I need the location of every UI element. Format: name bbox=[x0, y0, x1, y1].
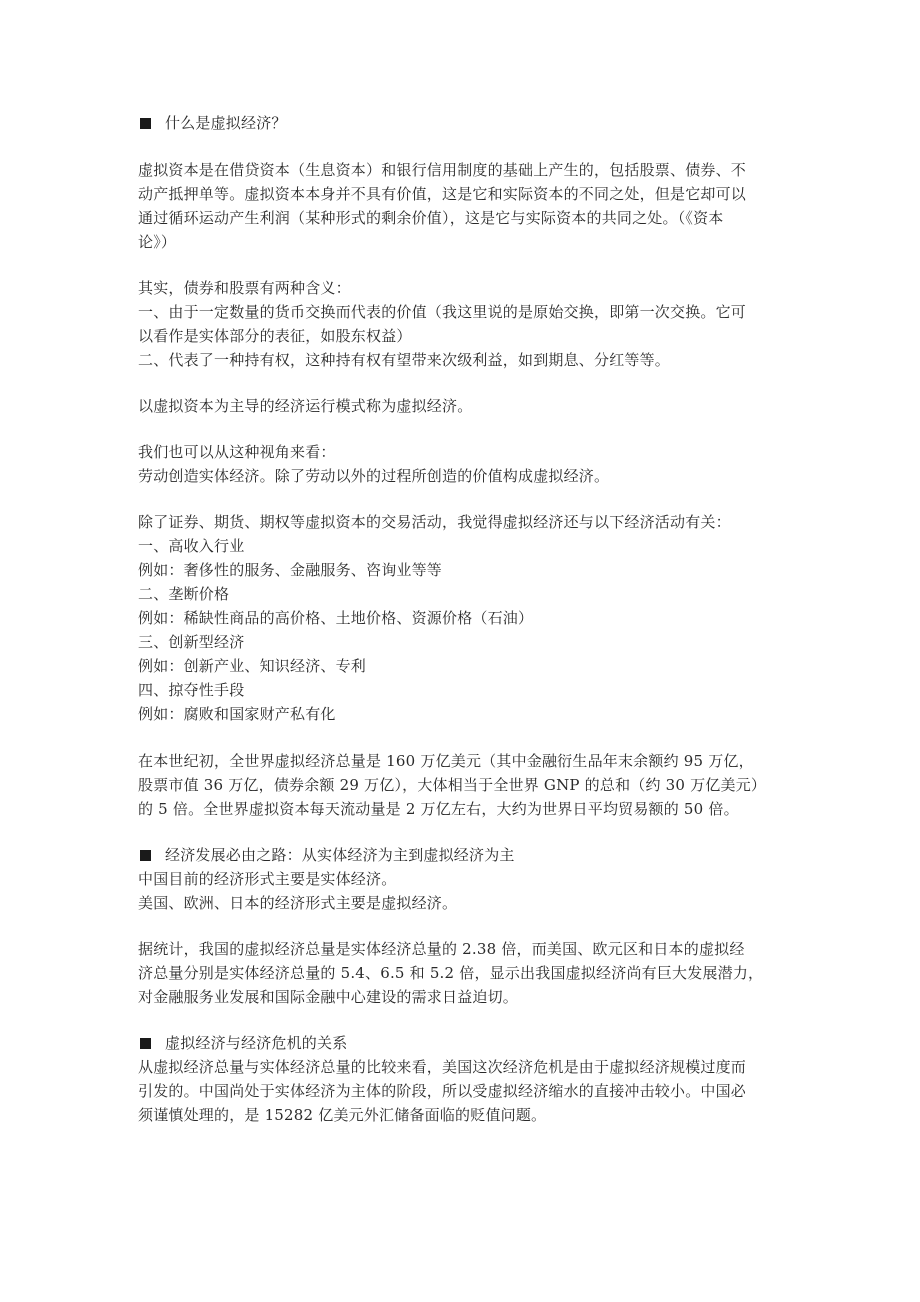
list-item-example: 例如：创新产业、知识经济、专利 bbox=[138, 657, 367, 675]
paragraph-line: 股票市值 36 万亿，债券余额 29 万亿），大体相当于全世界 GNP 的总和（约 30 万亿美元） bbox=[138, 776, 767, 794]
paragraph-line: 济总量分别是实体经济总量的 5.4、6.5 和 5.2 倍，显示出我国虚拟经济尚有巨大发展潜力， bbox=[138, 964, 764, 982]
paragraph-line: 在本世纪初，全世界虚拟经济总量是 160 万亿美元（其中金融衍生品年末余额约 95 万亿， bbox=[138, 752, 754, 770]
list-item: 一、高收入行业 bbox=[138, 537, 245, 555]
paragraph-line: 美国、欧洲、日本的经济形式主要是虚拟经济。 bbox=[138, 894, 458, 912]
paragraph-line: 我们也可以从这种视角来看： bbox=[138, 443, 336, 461]
list-item: 四、掠夺性手段 bbox=[138, 681, 245, 699]
square-bullet-icon bbox=[140, 850, 151, 861]
section-heading bbox=[138, 843, 798, 867]
paragraph-line: 中国目前的经济形式主要是实体经济。 bbox=[138, 870, 397, 888]
paragraph-line: 劳动创造实体经济。除了劳动以外的过程所创造的价值构成虚拟经济。 bbox=[138, 467, 610, 485]
paragraph-line: 的 5 倍。全世界虚拟资本每天流动量是 2 万亿左右，大约为世界日平均贸易额的 50 倍。 bbox=[138, 800, 739, 818]
list-item-example: 例如：稀缺性商品的高价格、土地价格、资源价格（石油） bbox=[138, 609, 534, 627]
square-bullet-icon bbox=[140, 1038, 151, 1049]
paragraph-line: 须谨慎处理的，是 15282 亿美元外汇储备面临的贬值问题。 bbox=[138, 1106, 547, 1124]
paragraph-line: 虚拟资本是在借贷资本（生息资本）和银行信用制度的基础上产生的，包括股票、债券、不 bbox=[138, 161, 747, 179]
paragraph-line: 以虚拟资本为主导的经济运行模式称为虚拟经济。 bbox=[138, 397, 473, 415]
paragraph-line: 其实，债券和股票有两种含义： bbox=[138, 279, 351, 297]
list-item-example: 例如：腐败和国家财产私有化 bbox=[138, 705, 336, 723]
paragraph-line: 对金融服务业发展和国际金融中心建设的需求日益迫切。 bbox=[138, 988, 519, 1006]
paragraph-line: 二、代表了一种持有权，这种持有权有望带来次级利益，如到期息、分红等等。 bbox=[138, 351, 671, 369]
section-heading bbox=[138, 1031, 798, 1055]
paragraph-line: 据统计，我国的虚拟经济总量是实体经济总量的 2.38 倍，而美国、欧元区和日本的虚拟经 bbox=[138, 940, 745, 958]
section-heading-text: 虚拟经济与经济危机的关系 bbox=[165, 1034, 348, 1052]
paragraph-line: 通过循环运动产生利润（某种形式的剩余价值），这是它与实际资本的共同之处。（《资本 bbox=[138, 209, 724, 227]
section-heading bbox=[138, 111, 798, 135]
paragraph-line: 论》） bbox=[138, 233, 177, 251]
paragraph-line: 从虚拟经济总量与实体经济总量的比较来看，美国这次经济危机是由于虚拟经济规模过度而 bbox=[138, 1058, 747, 1076]
list-item: 三、创新型经济 bbox=[138, 633, 245, 651]
paragraph-line: 引发的。中国尚处于实体经济为主体的阶段，所以受虚拟经济缩水的直接冲击较小。中国必 bbox=[138, 1082, 747, 1100]
paragraph-line: 动产抵押单等。虚拟资本本身并不具有价值，这是它和实际资本的不同之处，但是它却可以 bbox=[138, 185, 747, 203]
paragraph-line: 以看作是实体部分的表征，如股东权益） bbox=[138, 327, 412, 345]
paragraph-line: 一、由于一定数量的货币交换而代表的价值（我这里说的是原始交换，即第一次交换。它可 bbox=[138, 303, 747, 321]
section-heading-text: 什么是虚拟经济？ bbox=[165, 114, 287, 132]
paragraph-line: 除了证券、期货、期权等虚拟资本的交易活动，我觉得虚拟经济还与以下经济活动有关： bbox=[138, 513, 731, 531]
list-item-example: 例如：奢侈性的服务、金融服务、咨询业等等 bbox=[138, 561, 443, 579]
square-bullet-icon bbox=[140, 118, 151, 129]
section-heading-text: 经济发展必由之路：从实体经济为主到虚拟经济为主 bbox=[165, 846, 515, 864]
list-item: 二、垄断价格 bbox=[138, 585, 230, 603]
